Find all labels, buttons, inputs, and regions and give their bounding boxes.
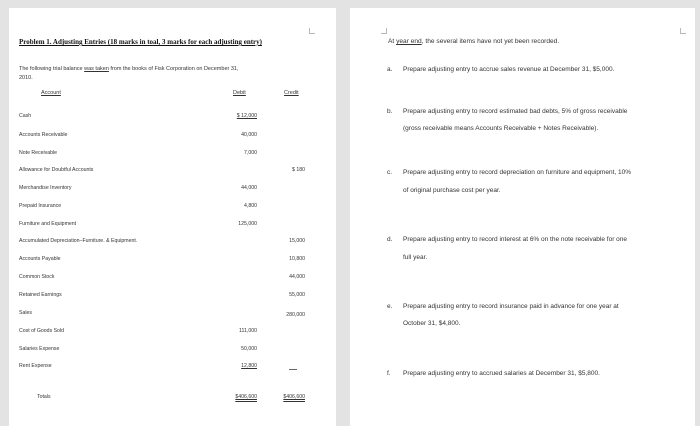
table-row <box>9 167 336 175</box>
credit-value: 15,000 <box>289 238 305 244</box>
account-name: Prepaid Insurance <box>19 203 62 209</box>
problem-title: Problem 1. Adjusting Entries (18 marks in toal, 3 marks for each adjusting entry) <box>19 38 262 46</box>
column-header-account: Account <box>41 90 61 96</box>
account-name: Cost of Goods Sold <box>19 328 64 334</box>
totals-row <box>9 394 336 402</box>
debit-value: $ 12,000 <box>236 113 257 119</box>
left-page <box>9 8 336 426</box>
item-text: of original purchase cost per year. <box>403 187 501 194</box>
table-row <box>9 238 336 246</box>
page-corner-mark <box>680 28 686 34</box>
table-row <box>9 150 336 158</box>
credit-value: 280,000 <box>286 312 305 318</box>
account-name: Furniture and Equipment <box>19 221 77 227</box>
debit-value: 50,000 <box>241 346 257 352</box>
intro-paragraph <box>19 65 319 82</box>
table-row <box>9 363 336 371</box>
account-name: Allowance for Doubtful Accounts <box>19 167 94 173</box>
table-row <box>9 310 336 318</box>
item-letter: d. <box>387 236 393 243</box>
item-letter: f. <box>387 370 391 377</box>
account-name: Rent Expense <box>19 363 52 369</box>
item-letter: b. <box>387 108 393 115</box>
debit-value: 40,000 <box>241 132 257 138</box>
credit-value: 44,000 <box>289 274 305 280</box>
debit-value: 111,000 <box>239 328 257 334</box>
totals-debit: $406,600 <box>235 394 257 400</box>
account-name: Sales <box>19 310 32 316</box>
right-intro-text: At <box>388 38 397 45</box>
table-row <box>9 221 336 229</box>
intro-text: 2010. <box>19 74 33 81</box>
table-row <box>9 113 336 121</box>
table-row <box>9 346 336 354</box>
credit-value: 10,800 <box>289 256 305 262</box>
account-name: Accumulated Depreciation–Furniture. & Equipment. <box>19 238 138 244</box>
credit-value: 55,000 <box>289 292 305 298</box>
item-text: Prepare adjusting entry to record depreciation on furniture and equipment, 10% <box>403 169 632 176</box>
item-text: Prepare adjusting entry to accrued salaries at December 31, $5,800. <box>403 370 600 377</box>
page-corner-mark <box>309 28 315 34</box>
debit-value: 12,800 <box>241 363 257 369</box>
account-name: Merchandise Inventory <box>19 185 72 191</box>
account-name: Common Stock <box>19 274 55 280</box>
table-row <box>9 203 336 211</box>
item-letter: c. <box>387 169 393 176</box>
debit-value: 44,000 <box>241 185 257 191</box>
table-row <box>9 185 336 193</box>
table-row <box>9 132 336 140</box>
column-header-debit: Debit <box>233 90 246 96</box>
account-name: Note Receivable <box>19 150 58 156</box>
debit-value: 125,000 <box>238 221 257 227</box>
credit-value: $ 180 <box>292 167 305 173</box>
totals-label: Totals <box>37 394 51 400</box>
item-letter: e. <box>387 303 393 310</box>
totals-credit: $406,600 <box>283 394 305 400</box>
table-row <box>9 256 336 264</box>
right-intro-text: , the several items have not yet been recorded. <box>421 38 560 45</box>
debit-value: 4,800 <box>244 203 257 209</box>
debit-value: 7,000 <box>244 150 257 156</box>
account-name: Accounts Payable <box>19 256 61 262</box>
item-text: Prepare adjusting entry to record estimated bad debts, 5% of gross receivable <box>403 108 628 115</box>
account-name: Accounts Receivable <box>19 132 68 138</box>
intro-text: from the books of Fisk Corporation on December 31, <box>108 66 239 72</box>
intro-text: The following trial balance <box>19 66 85 72</box>
right-page <box>350 8 695 426</box>
account-name: Cash <box>19 113 32 119</box>
table-row <box>9 328 336 336</box>
right-intro-underlined: year end <box>396 38 422 45</box>
column-header-credit: Credit <box>284 90 299 96</box>
item-text: Prepare adjusting entry to accrue sales revenue at December 31, $5,000. <box>403 66 615 73</box>
account-name: Retained Earnings <box>19 292 62 298</box>
table-row <box>9 274 336 282</box>
intro-underlined-text: was taken <box>84 66 109 72</box>
item-text: (gross receivable means Accounts Receivable + Notes Receivable). <box>403 125 599 132</box>
right-intro <box>388 38 559 45</box>
item-text: October 31, $4,800. <box>403 320 461 327</box>
item-letter: a. <box>387 66 393 73</box>
credit-column-rule <box>289 369 297 370</box>
item-text: Prepare adjusting entry to record insurance paid in advance for one year at <box>403 303 619 310</box>
item-text: Prepare adjusting entry to record interest at 6% on the note receivable for one <box>403 236 628 243</box>
item-text: full year. <box>403 254 428 261</box>
page-corner-mark <box>381 28 387 34</box>
account-name: Salaries Expense <box>19 346 60 352</box>
table-row <box>9 292 336 300</box>
